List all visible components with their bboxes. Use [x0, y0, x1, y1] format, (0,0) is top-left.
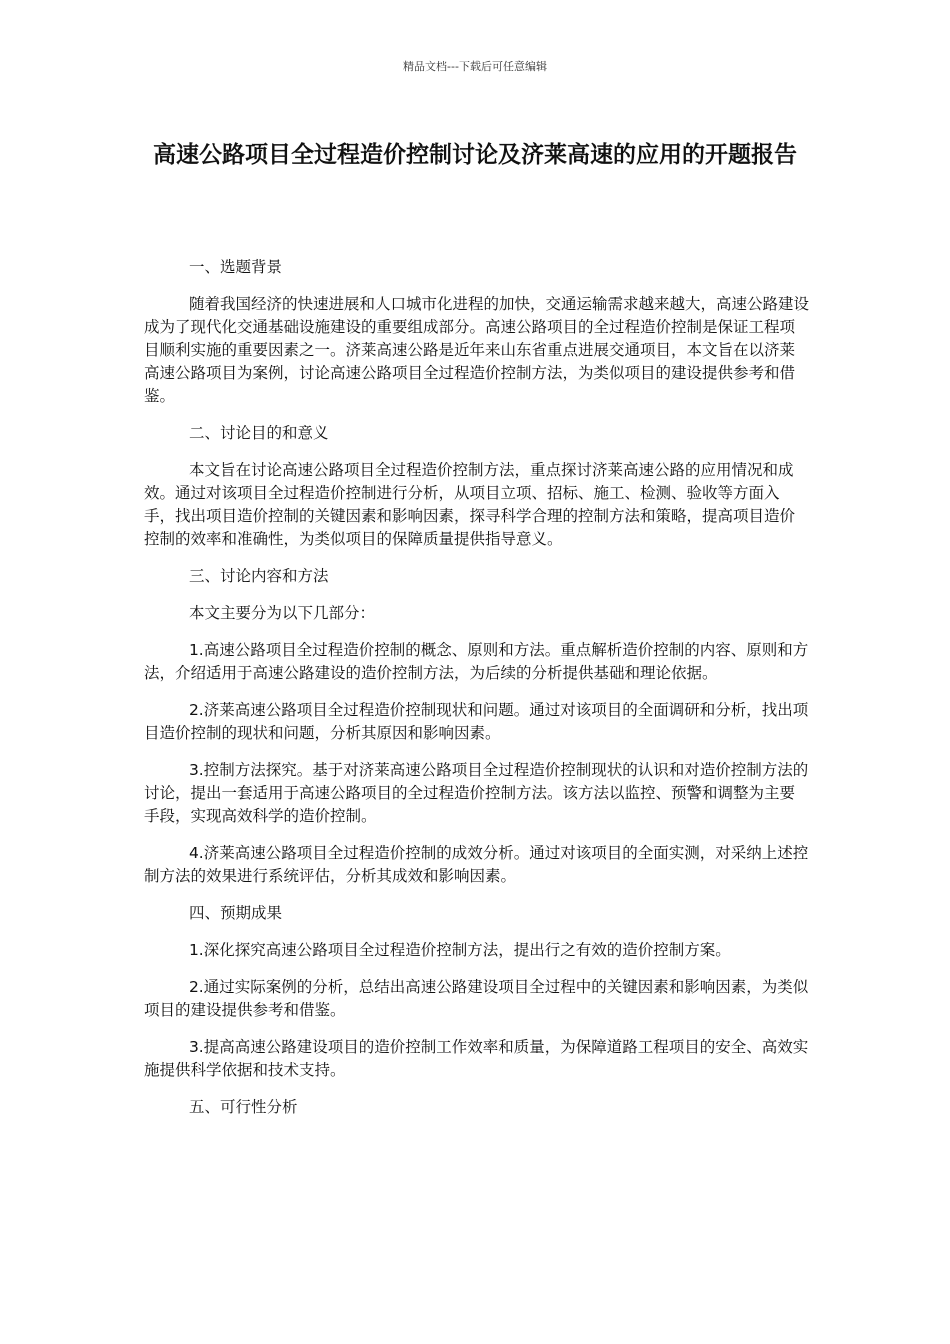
- list-item-outcome-3: 3.提高高速公路建设项目的造价控制工作效率和质量，为保障道路工程项目的安全、高效实施提供科学依据和技术支持。: [144, 1038, 809, 1079]
- document-body: [144, 256, 810, 1133]
- document-title: 高速公路项目全过程造价控制讨论及济莱高速的应用的开题报告: [153, 142, 797, 168]
- list-item-content-4: 4.济莱高速公路项目全过程造价控制的成效分析。通过对该项目的全面实测，对采纳上述控制方法的效果进行系统评估，分析其成效和影响因素。: [144, 844, 809, 885]
- section-heading-feasibility: 五、可行性分析: [188, 1098, 298, 1116]
- paragraph-purpose: 本文旨在讨论高速公路项目全过程造价控制方法，重点探讨济莱高速公路的应用情况和成效。通过对该项目全过程造价控制进行分析，从项目立项、招标、施工、检测、验收等方面入手，找出项目造价控制的关键因素和影响因素，探寻科学合理的控制方法和策略，提高项目造价控制的效率和准确性，为类似项目的保障质量提供指导意义。: [144, 461, 796, 548]
- section-heading-purpose: 二、讨论目的和意义: [188, 424, 329, 442]
- list-item-content-2: 2.济莱高速公路项目全过程造价控制现状和问题。通过对该项目的全面调研和分析，找出项目造价控制的现状和问题，分析其原因和影响因素。: [144, 701, 809, 742]
- list-item-content-1: 1.高速公路项目全过程造价控制的概念、原则和方法。重点解析造价控制的内容、原则和方法，介绍适用于高速公路建设的造价控制方法，为后续的分析提供基础和理论依据。: [144, 641, 809, 682]
- section-heading-background: 一、选题背景: [188, 258, 282, 276]
- list-item-outcome-1: 1.深化探究高速公路项目全过程造价控制方法，提出行之有效的造价控制方案。: [188, 941, 731, 959]
- page-header: 精品文档---下载后可任意编辑: [403, 60, 547, 73]
- paragraph-content-intro: 本文主要分为以下几部分：: [188, 604, 375, 622]
- list-item-outcome-2: 2.通过实际案例的分析，总结出高速公路建设项目全过程中的关键因素和影响因素，为类似项目的建设提供参考和借鉴。: [144, 978, 809, 1019]
- section-heading-outcomes: 四、预期成果: [188, 904, 282, 922]
- paragraph-background: 随着我国经济的快速进展和人口城市化进程的加快，交通运输需求越来越大，高速公路建设成为了现代化交通基础设施建设的重要组成部分。高速公路项目的全过程造价控制是保证工程项目顺利实施的重要因素之一。济莱高速公路是近年来山东省重点进展交通项目，本文旨在以济莱高速公路项目为案例，讨论高速公路项目全过程造价控制方法，为类似项目的建设提供参考和借鉴。: [144, 295, 809, 405]
- section-heading-content: 三、讨论内容和方法: [188, 567, 329, 585]
- list-item-content-3: 3.控制方法探究。基于对济莱高速公路项目全过程造价控制现状的认识和对造价控制方法的讨论，提出一套适用于高速公路项目的全过程造价控制方法。该方法以监控、预警和调整为主要手段，实现高效科学的造价控制。: [144, 761, 809, 825]
